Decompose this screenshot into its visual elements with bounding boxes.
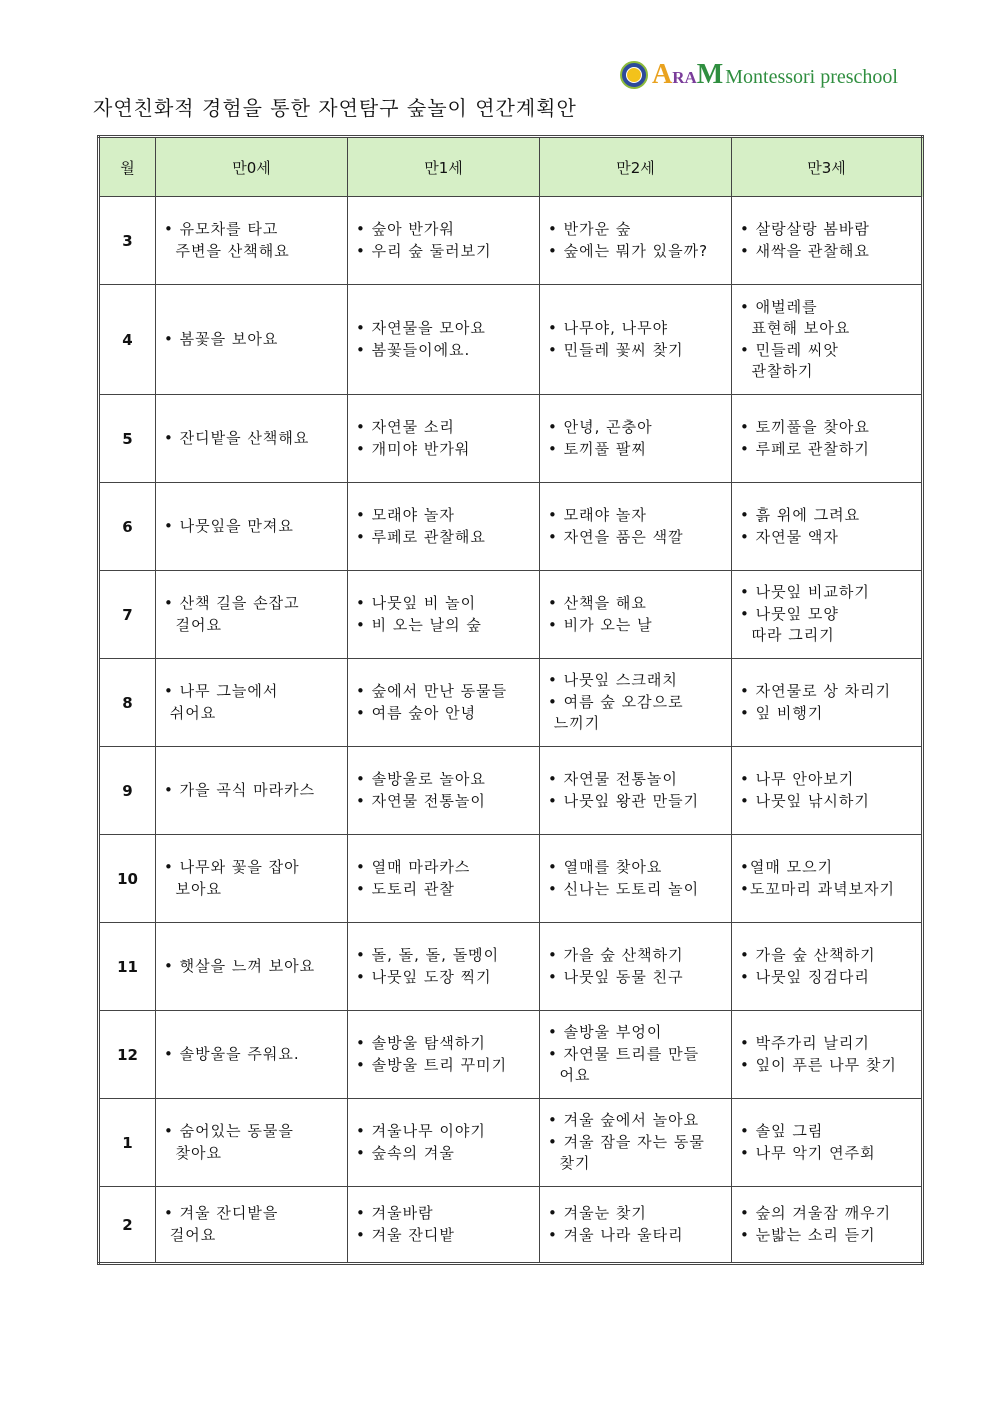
activity-line [356,505,535,527]
activity-text: • 자연물 액자 [740,527,839,546]
activity-text: 따라 그리기 [740,626,835,645]
activity-line [548,945,727,967]
activity-text: • 도토리 관찰 [356,879,455,898]
activity-cell [348,1099,540,1187]
activity-cell [348,395,540,483]
activity-line [164,593,343,615]
activity-line [356,1033,535,1055]
activity-cell [540,923,732,1011]
activity-text: • 나뭇잎 비 놀이 [356,594,477,612]
activity-line [740,703,917,725]
activity-cell [348,659,540,747]
activity-line [740,361,917,383]
activity-line [740,417,917,439]
activity-line [740,1225,917,1247]
activity-text: • 여름 숲 오감으로 [548,692,684,711]
activity-text: • 비 오는 날의 숲 [356,615,482,634]
activity-line [164,1044,343,1066]
activity-text: • 나뭇잎을 만져요 [164,516,294,535]
activity-text: • 나뭇잎 왕관 만들기 [548,791,700,810]
activity-text: • 나무 안아보기 [740,770,855,788]
aram-logo [620,58,898,92]
month-cell: 11 [99,923,156,1011]
month-cell: 5 [99,395,156,483]
activity-text: 어요 [548,1066,591,1085]
activity-text: • 모래야 놀자 [548,506,647,524]
activity-text: • 안녕, 곤충아 [548,418,653,436]
activity-text: • 돌, 돌, 돌, 돌멩이 [356,946,500,964]
activity-cell [348,923,540,1011]
activity-line [740,1203,917,1225]
table-row [99,1011,923,1099]
activity-text: • 반가운 숲 [548,220,632,238]
activity-cell [348,285,540,395]
table-row [99,1187,923,1264]
activity-line [548,1022,727,1044]
table-row [99,395,923,483]
activity-line [356,945,535,967]
activity-cell [732,1011,923,1099]
activity-line [740,527,917,549]
activity-line [548,318,727,340]
activity-line [548,967,727,989]
activity-text: • 가을 곡식 마라카스 [164,780,316,799]
activity-line [356,1225,535,1247]
activity-line [548,1044,727,1066]
activity-line [548,439,727,461]
activity-line [740,879,917,901]
activity-line [548,769,727,791]
activity-line [740,1121,917,1143]
month-cell: 7 [99,571,156,659]
activity-text: • 비가 오는 날 [548,615,653,634]
activity-line [548,593,727,615]
activity-cell [732,835,923,923]
activity-text: • 열매를 찾아요 [548,858,663,876]
activity-cell [540,571,732,659]
table-row [99,923,923,1011]
activity-text: • 나뭇잎 징검다리 [740,967,870,986]
table-row [99,747,923,835]
activity-text: • 가을 숲 산책하기 [548,946,684,964]
activity-line [356,417,535,439]
table-row [99,197,923,285]
activity-line [740,1055,917,1077]
activity-line [356,219,535,241]
table-row [99,285,923,395]
column-header-age2: 만2세 [540,137,732,197]
activity-text: • 살랑살랑 봄바람 [740,220,870,238]
month-cell: 8 [99,659,156,747]
activity-cell [156,923,348,1011]
activity-text: • 자연물 트리를 만들 [548,1044,700,1063]
table-header-row [99,137,923,197]
column-header-age0: 만0세 [156,137,348,197]
activity-line [740,340,917,362]
activity-text: 표현해 보아요 [740,319,851,337]
activity-line [164,615,343,637]
activity-line [740,791,917,813]
activity-text: • 토끼풀 팔찌 [548,439,647,458]
activity-text: • 새싹을 관찰해요 [740,241,870,260]
activity-line [356,439,535,461]
activity-text: • 겨울 잔디밭 [356,1225,455,1244]
activity-line [740,769,917,791]
activity-line [740,604,917,626]
activity-line [356,1203,535,1225]
activity-text: • 솔방울 탐색하기 [356,1034,486,1052]
activity-text: • 산책을 해요 [548,594,647,612]
month-cell: 9 [99,747,156,835]
table-row [99,571,923,659]
activity-text: • 솔방울로 놀아요 [356,770,486,788]
activity-line [356,791,535,813]
activity-text: • 겨울 나라 울타리 [548,1225,684,1244]
activity-cell [732,571,923,659]
activity-line [548,505,727,527]
activity-text: • 우리 숲 둘러보기 [356,241,492,260]
activity-cell [156,571,348,659]
activity-text: • 나무와 꽃을 잡아 [164,858,300,876]
activity-cell [540,747,732,835]
activity-cell [540,285,732,395]
activity-text: • 겨울 잔디밭을 [164,1204,279,1222]
activity-text: • 자연물을 모아요 [356,319,486,337]
activity-text: • 잔디밭을 산책해요 [164,428,310,447]
activity-cell [348,747,540,835]
activity-cell [540,483,732,571]
activity-line [548,1132,727,1154]
activity-line [356,241,535,263]
activity-cell [156,483,348,571]
activity-line [356,879,535,901]
activity-text: • 애벌레를 [740,297,818,316]
activity-line [164,1143,343,1165]
activity-line [740,1143,917,1165]
activity-line [740,505,917,527]
activity-text: • 가을 숲 산책하기 [740,946,876,964]
activity-text: • 나뭇잎 스크래치 [548,671,678,690]
activity-cell [156,395,348,483]
activity-line [548,527,727,549]
activity-cell [156,197,348,285]
activity-text: • 봄꽃들이에요. [356,340,471,359]
activity-text: 걸어요 [164,1225,217,1244]
column-header-month: 월 [99,137,156,197]
activity-text: • 박주가리 날리기 [740,1034,870,1052]
activity-line [740,297,917,319]
activity-text: • 숲의 겨울잠 깨우기 [740,1204,892,1222]
activity-text: • 자연물 전통놀이 [356,791,486,810]
activity-text: 찾아요 [164,1143,223,1162]
activity-cell [732,197,923,285]
activity-text: • 솔잎 그림 [740,1122,824,1140]
activity-line [740,241,917,263]
activity-text: • 민들레 꽃씨 찾기 [548,340,684,359]
activity-text: 보아요 [164,879,223,898]
activity-text: • 토끼풀을 찾아요 [740,418,870,436]
table-row [99,483,923,571]
activity-text: • 잎이 푸른 나무 찾기 [740,1055,897,1074]
activity-line [740,945,917,967]
activity-line [740,967,917,989]
activity-text: • 자연을 품은 색깔 [548,527,684,546]
activity-line [740,219,917,241]
activity-line [548,692,727,714]
month-cell: 2 [99,1187,156,1264]
activity-cell [156,747,348,835]
activity-text: • 눈밟는 소리 듣기 [740,1225,876,1244]
activity-cell [732,395,923,483]
activity-text: • 나무 그늘에서 [164,682,279,700]
activity-line [548,857,727,879]
activity-line [548,1065,727,1087]
activity-line [740,582,917,604]
activity-text: • 여름 숲아 안녕 [356,703,477,722]
activity-text: • 솔방울 트리 꾸미기 [356,1055,508,1074]
activity-line [356,769,535,791]
month-cell: 3 [99,197,156,285]
activity-cell [540,1011,732,1099]
column-header-age1: 만1세 [348,137,540,197]
activity-line [740,625,917,647]
activity-text: • 개미야 반가워 [356,439,471,458]
activity-line [548,241,727,263]
activity-line [548,615,727,637]
activity-line [356,318,535,340]
activity-text: 주변을 산책해요 [164,241,290,260]
activity-line [164,857,343,879]
activity-text: • 나무야, 나무야 [548,319,669,337]
activity-cell [156,835,348,923]
activity-text: • 유모차를 타고 [164,220,279,238]
activity-text: • 자연물 전통놀이 [548,770,678,788]
activity-line [164,329,343,351]
activity-text: • 나뭇잎 동물 친구 [548,967,684,986]
activity-cell [540,1187,732,1264]
activity-text: •열매 모으기 [740,858,834,876]
activity-line [740,318,917,340]
activity-line [548,417,727,439]
activity-text: • 나뭇잎 모양 [740,604,839,623]
activity-line [164,1121,343,1143]
activity-line [548,879,727,901]
activity-text: • 나뭇잎 비교하기 [740,583,870,602]
activity-line [740,681,917,703]
activity-cell [348,571,540,659]
activity-line [548,1110,727,1132]
activity-line [356,1055,535,1077]
activity-cell [348,835,540,923]
activity-text: • 자연물 소리 [356,418,455,436]
activity-text: • 겨울눈 찾기 [548,1204,647,1222]
activity-cell [732,659,923,747]
activity-cell [156,1099,348,1187]
activity-cell [156,1187,348,1264]
activity-line [548,713,727,735]
activity-cell [348,197,540,285]
activity-text: 쉬어요 [164,703,217,722]
activity-text: • 솔방울 부엉이 [548,1023,663,1042]
activity-line [164,241,343,263]
activity-cell [156,659,348,747]
activity-text: • 솔방울을 주워요. [164,1044,300,1063]
activity-text: • 산책 길을 손잡고 [164,594,300,612]
activity-line [164,516,343,538]
activity-line [164,703,343,725]
activity-cell [348,1187,540,1264]
activity-text: 걸어요 [164,615,223,634]
activity-line [548,1153,727,1175]
activity-line [164,428,343,450]
activity-text: • 자연물로 상 차리기 [740,682,892,700]
activity-line [740,857,917,879]
activity-line [548,791,727,813]
activity-text: 찾기 [548,1154,591,1173]
activity-text: • 숨어있는 동물을 [164,1122,294,1140]
activity-line [356,681,535,703]
activity-line [356,527,535,549]
activity-cell [732,1099,923,1187]
activity-text: • 흙 위에 그려요 [740,506,861,524]
activity-line [548,1203,727,1225]
activity-text: 느끼기 [548,714,601,733]
activity-text: • 모래야 놀자 [356,506,455,524]
activity-text: • 숲에서 만난 동물들 [356,682,508,700]
activity-cell [732,483,923,571]
activity-line [164,1225,343,1247]
activity-line [548,1225,727,1247]
activity-cell [732,747,923,835]
activity-text: • 루페로 관찰하기 [740,439,870,458]
column-header-age3: 만3세 [732,137,923,197]
activity-line [356,1121,535,1143]
activity-text: • 겨울나무 이야기 [356,1122,486,1140]
table-row [99,659,923,747]
activity-line [164,219,343,241]
activity-text: • 겨울 잠을 자는 동물 [548,1132,705,1151]
activity-line [548,670,727,692]
activity-line [740,439,917,461]
activity-cell [156,1011,348,1099]
activity-text: • 겨울바람 [356,1204,434,1222]
activity-line [548,219,727,241]
month-cell: 12 [99,1011,156,1099]
activity-cell [732,285,923,395]
page-title: 자연친화적 경험을 통한 자연탐구 숲놀이 연간계획안 [93,96,577,120]
activity-text: • 열매 마라카스 [356,858,471,876]
activity-text: • 겨울 숲에서 놀아요 [548,1111,700,1130]
activity-text: • 나뭇잎 도장 찍기 [356,967,492,986]
activity-line [740,1033,917,1055]
annual-plan-table [97,135,924,1265]
table-row [99,835,923,923]
activity-line [356,967,535,989]
activity-cell [540,659,732,747]
logo-emblem-icon [620,61,648,89]
activity-line [164,1203,343,1225]
activity-text: • 숲에는 뭐가 있을까? [548,241,709,260]
activity-line [164,681,343,703]
activity-cell [540,395,732,483]
month-cell: 6 [99,483,156,571]
activity-cell [540,197,732,285]
month-cell: 1 [99,1099,156,1187]
table-row [99,1099,923,1187]
activity-line [356,340,535,362]
activity-text: • 햇살을 느껴 보아요 [164,956,316,975]
activity-cell [348,483,540,571]
activity-cell [732,1187,923,1264]
activity-line [356,703,535,725]
activity-line [548,340,727,362]
activity-text: • 숲아 반가워 [356,220,455,238]
activity-cell [732,923,923,1011]
activity-line [356,1143,535,1165]
activity-line [164,879,343,901]
activity-text: • 잎 비행기 [740,703,824,722]
activity-text: • 민들레 씨앗 [740,340,839,359]
activity-text: • 숲속의 겨울 [356,1143,455,1162]
activity-text: •도꼬마리 과녁보자기 [740,879,896,898]
activity-text: • 나뭇잎 낚시하기 [740,791,870,810]
activity-line [356,857,535,879]
activity-text: 관찰하기 [740,362,814,380]
activity-text: • 나무 악기 연주회 [740,1143,876,1162]
activity-cell [540,835,732,923]
activity-text: • 봄꽃을 보아요 [164,329,279,348]
activity-line [164,780,343,802]
activity-text: • 신나는 도토리 놀이 [548,879,700,898]
month-cell: 10 [99,835,156,923]
logo-wordmark: ARAM Montessori preschool [652,59,898,90]
activity-line [356,615,535,637]
activity-cell [540,1099,732,1187]
month-cell: 4 [99,285,156,395]
activity-cell [348,1011,540,1099]
activity-cell [156,285,348,395]
activity-text: • 루페로 관찰해요 [356,527,486,546]
activity-line [164,956,343,978]
activity-line [356,593,535,615]
